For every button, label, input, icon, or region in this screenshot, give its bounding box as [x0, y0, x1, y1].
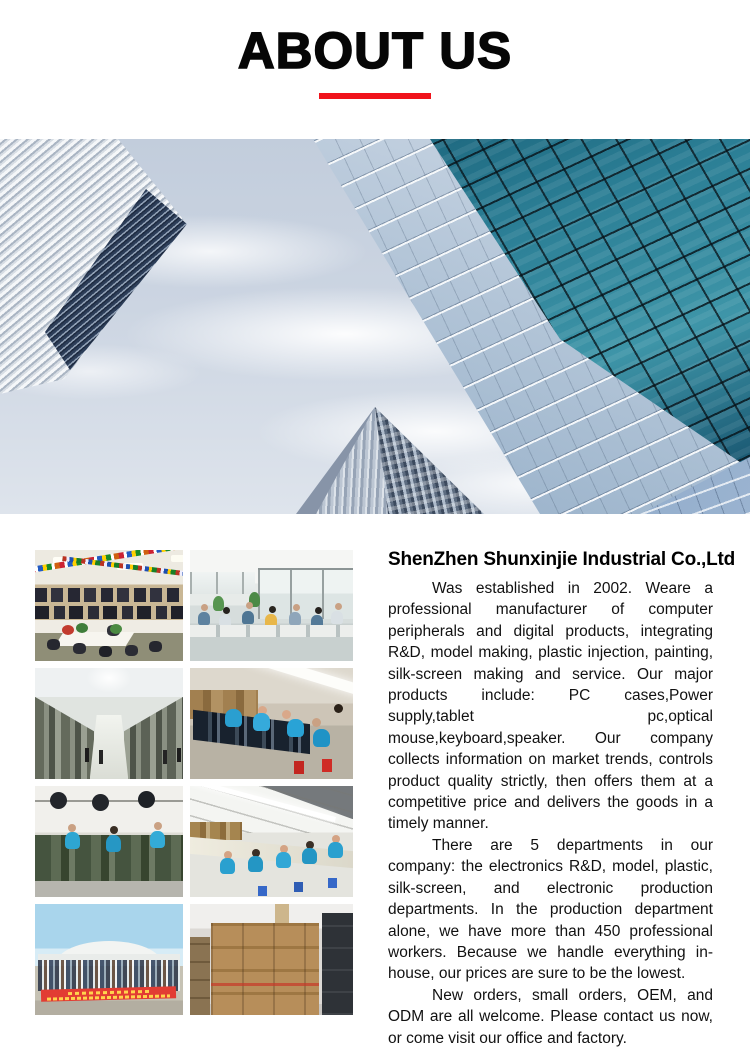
photo-workshop-aisle — [35, 668, 183, 779]
worker-heads — [282, 710, 291, 719]
staff-figures — [198, 612, 210, 625]
barrier-poles — [85, 748, 89, 762]
dark-stack-right — [322, 913, 353, 1015]
photo-long-production-line — [190, 786, 353, 897]
page-title: ABOUT US — [237, 22, 513, 79]
photo-machining-workshop — [35, 786, 183, 897]
about-paragraph-2: There are 5 departments in our company: the electronics R&D, model, plastic, silk-screen, and electronic production departments. In the production department alone, we have more than 450 professional workers. Because we handle everything in-house, our prices are sure to be the lowest. — [388, 836, 713, 983]
desk-row — [190, 625, 353, 636]
company-name: ShenZhen Shunxinjie Industrial Co.,Ltd — [388, 549, 736, 570]
conference-table — [54, 632, 134, 646]
about-text-column — [388, 549, 736, 1049]
about-paragraph-3: New orders, small orders, OEM, and ODM are all welcome. Please contact us now, or come visit our office and factory. — [388, 986, 713, 1047]
page-header — [0, 0, 750, 99]
machine-row-left — [35, 697, 94, 779]
red-stools — [322, 759, 332, 772]
photo-company-group — [35, 904, 183, 1015]
flag-string — [62, 557, 183, 578]
hero-image-skyscrapers — [0, 139, 750, 514]
green-machines — [35, 835, 183, 882]
walkway — [90, 715, 128, 779]
product-shelf-row — [35, 588, 183, 602]
staff-heads — [201, 604, 208, 611]
workers-blue-shirts — [287, 719, 304, 737]
photo-grid — [35, 550, 353, 1049]
carton-stack-left — [190, 937, 210, 1015]
content-row — [0, 550, 750, 1049]
about-paragraph-1: Was established in 2002. Weare a professional manufacturer of computer peripherals and digital products, integrating R&D, model making, plastic injection, painting, silk-screen making and service. Our major products include: PC cases,Power supply,tablet pc,optical mouse,keyboard,speaker. Our company collects information on market trends, controls product quality strictly, then offers them at a competitive price and delivers the goods in a timely manner. — [388, 580, 713, 833]
office-plant — [249, 592, 260, 607]
title-underline — [319, 93, 431, 99]
carton-red-markings — [211, 923, 319, 1015]
blue-stools — [328, 878, 337, 888]
product-shelf-row — [35, 606, 183, 619]
office-window — [190, 572, 255, 594]
workers-blue-shirts — [65, 832, 80, 849]
workers-blue-shirts — [328, 842, 343, 858]
photo-showroom-with-flags — [35, 550, 183, 661]
ceiling-light-tube — [245, 668, 353, 697]
photo-assembly-line-closeup — [190, 668, 353, 779]
worker-heads — [68, 824, 76, 832]
glass-partition — [258, 568, 353, 619]
wall-fans — [50, 792, 67, 809]
photo-open-plan-office — [190, 550, 353, 661]
office-chairs — [47, 639, 60, 650]
ceiling-light-glare — [79, 668, 138, 701]
machine-row-right — [124, 697, 183, 779]
photo-warehouse-cartons — [190, 904, 353, 1015]
